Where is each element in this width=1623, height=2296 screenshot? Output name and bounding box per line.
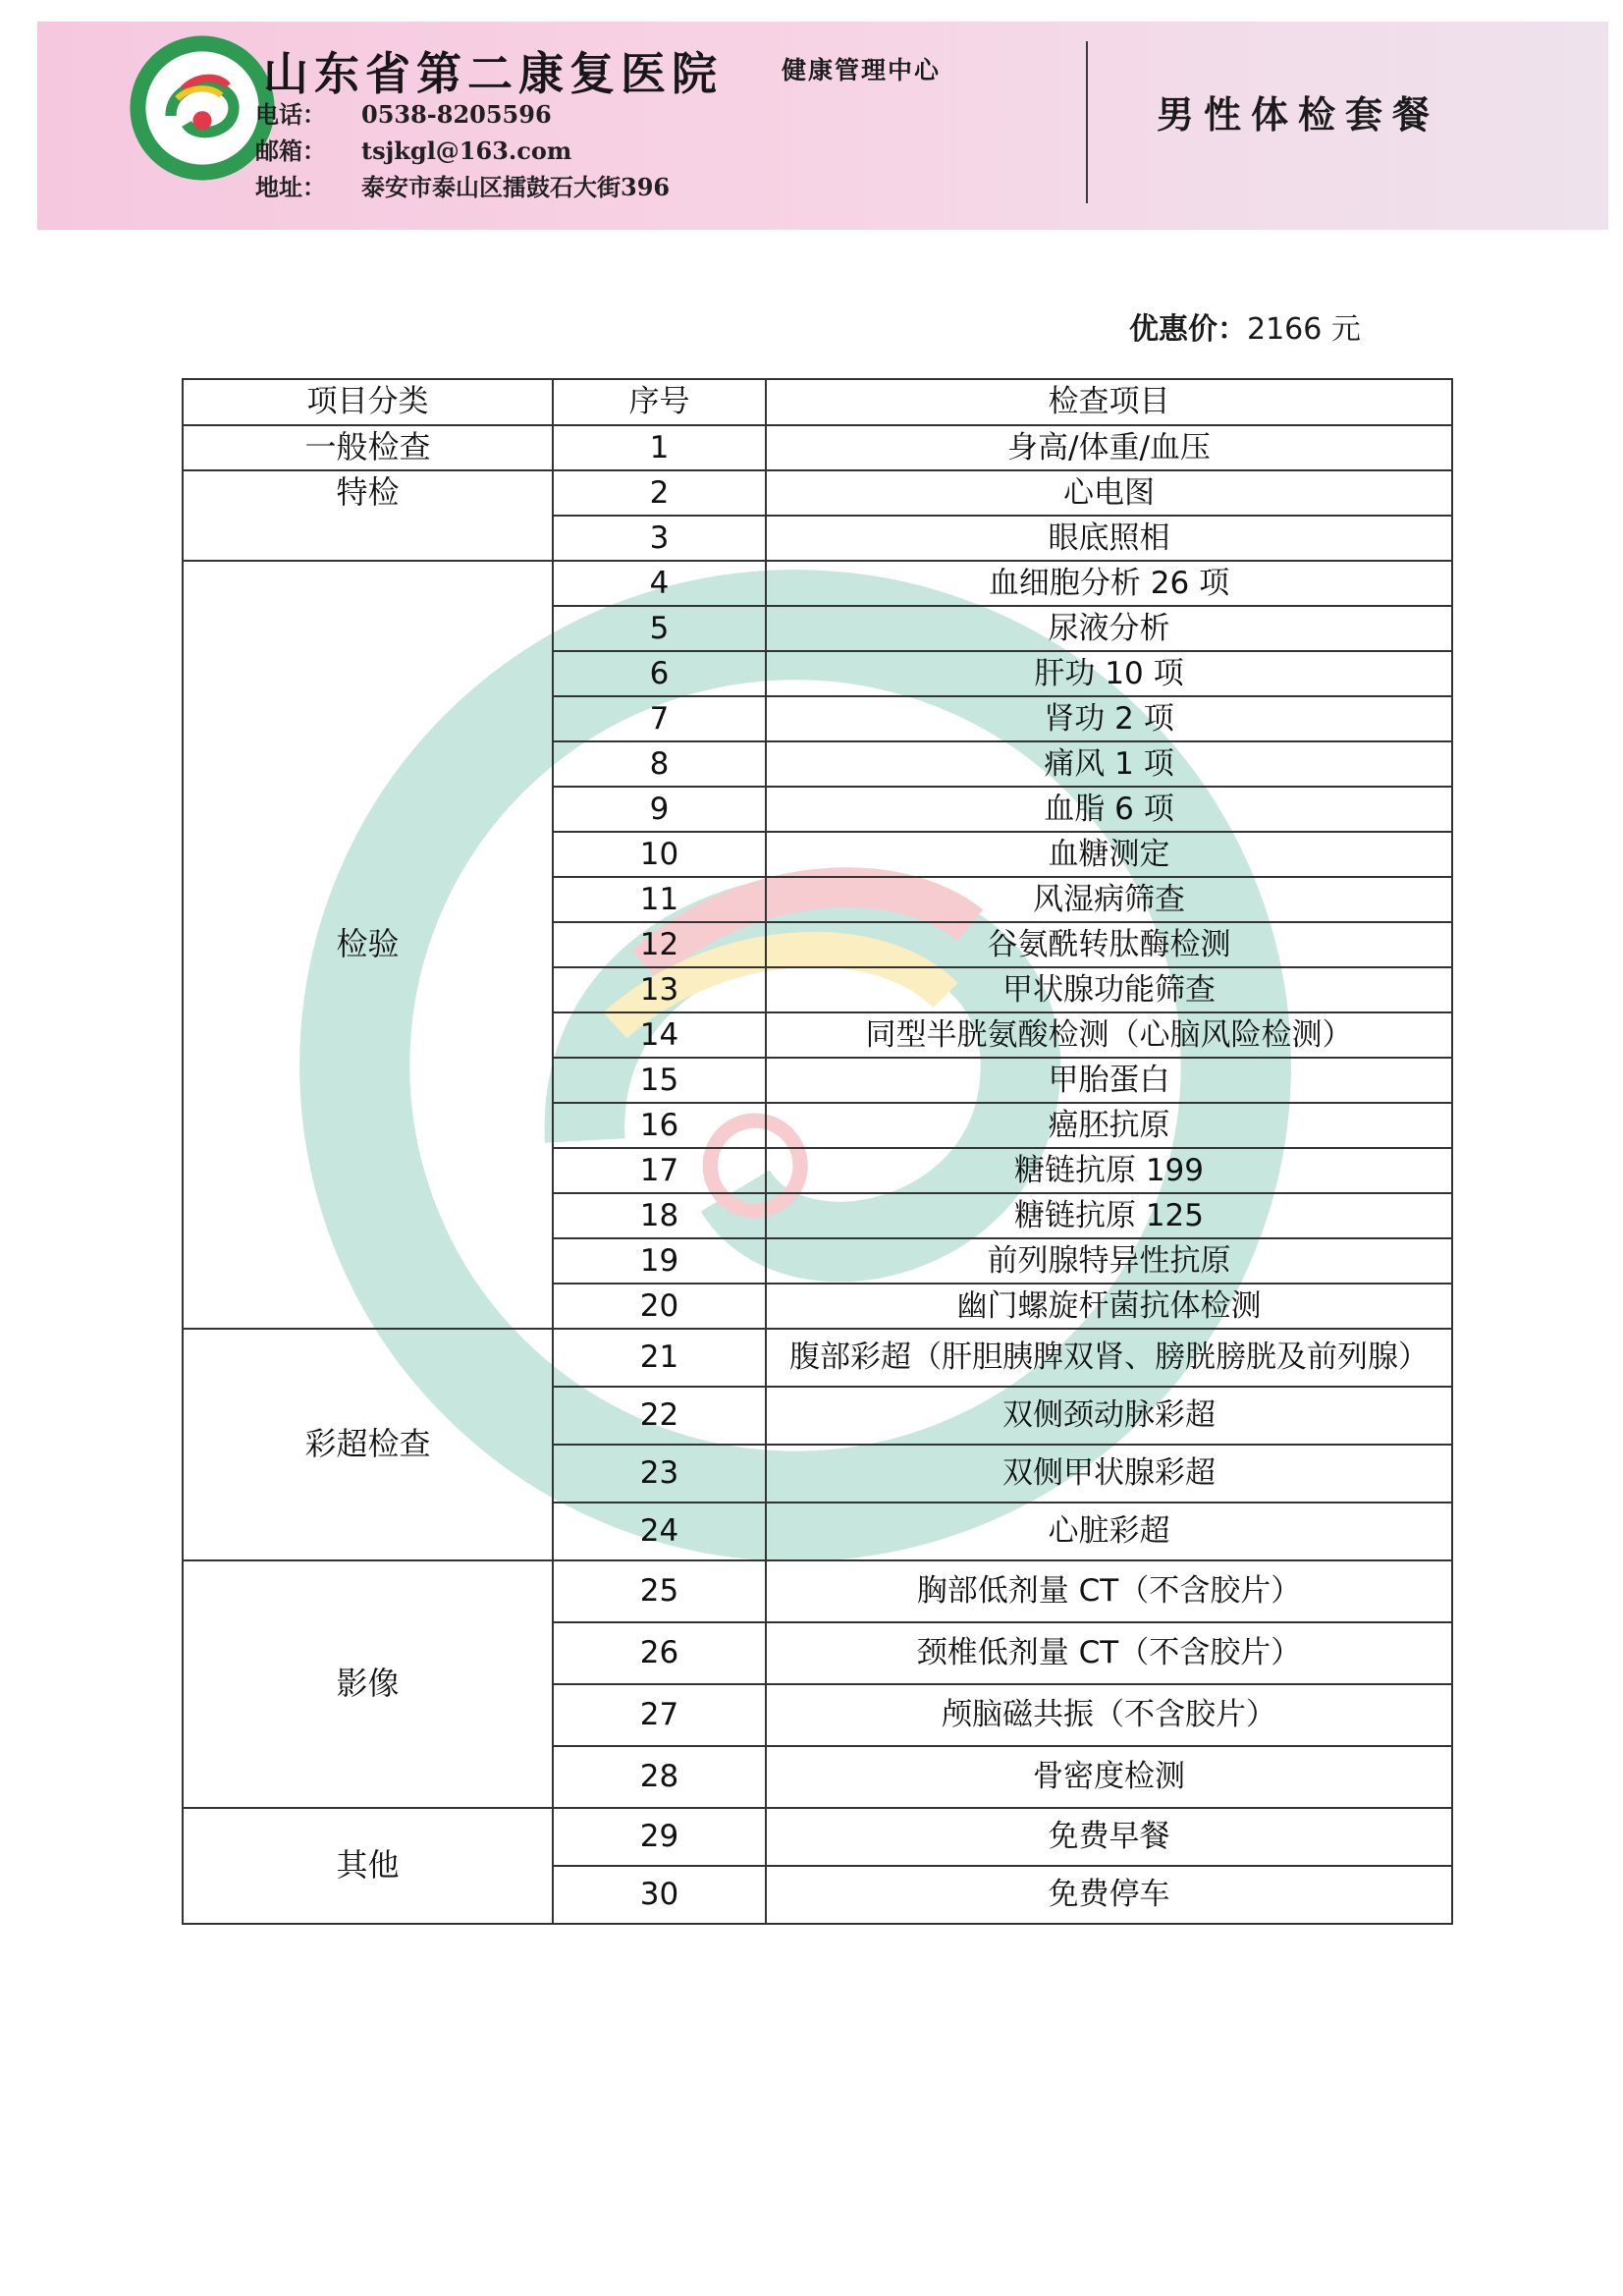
item-cell: 免费停车 <box>766 1866 1452 1924</box>
number-cell: 11 <box>553 877 766 922</box>
item-cell: 骨密度检测 <box>766 1746 1452 1808</box>
number-cell: 26 <box>553 1622 766 1684</box>
header-banner <box>37 22 1608 230</box>
item-cell: 尿液分析 <box>766 606 1452 651</box>
item-cell: 风湿病筛查 <box>766 877 1452 922</box>
item-cell: 腹部彩超（肝胆胰脾双肾、膀胱膀胱及前列腺） <box>766 1329 1452 1387</box>
number-cell: 21 <box>553 1329 766 1387</box>
item-cell: 心脏彩超 <box>766 1503 1452 1560</box>
item-cell: 颅脑磁共振（不含胶片） <box>766 1684 1452 1746</box>
item-cell: 眼底照相 <box>766 516 1452 561</box>
discount-price <box>1129 304 1361 348</box>
number-cell: 30 <box>553 1866 766 1924</box>
price-label: 优惠价： <box>1129 312 1247 347</box>
category-cell: 一般检查 <box>183 425 553 470</box>
item-cell: 血细胞分析 26 项 <box>766 561 1452 606</box>
item-cell: 血脂 6 项 <box>766 787 1452 832</box>
number-cell: 20 <box>553 1284 766 1329</box>
email-label: 邮箱： <box>255 137 326 165</box>
email-line <box>255 132 571 166</box>
table-row <box>183 1560 1452 1622</box>
number-cell: 9 <box>553 787 766 832</box>
number-cell: 22 <box>553 1387 766 1445</box>
address-label: 地址： <box>255 173 326 201</box>
number-cell: 15 <box>553 1058 766 1103</box>
phone-line <box>255 95 552 130</box>
item-cell: 心电图 <box>766 470 1452 516</box>
table-row <box>183 561 1452 606</box>
number-cell: 25 <box>553 1560 766 1622</box>
table-row <box>183 1808 1452 1866</box>
number-cell: 10 <box>553 832 766 877</box>
table-row <box>183 470 1452 516</box>
package-title: 男性体检套餐 <box>1157 93 1440 137</box>
hospital-name: 山东省第二康复医院 <box>263 47 723 100</box>
item-cell: 肝功 10 项 <box>766 651 1452 696</box>
item-cell: 甲胎蛋白 <box>766 1058 1452 1103</box>
table-row <box>183 425 1452 470</box>
category-cell: 其他 <box>183 1808 553 1924</box>
header-number: 序号 <box>553 379 766 425</box>
item-cell: 肾功 2 项 <box>766 696 1452 741</box>
item-cell: 癌胚抗原 <box>766 1103 1452 1148</box>
item-cell: 糖链抗原 125 <box>766 1193 1452 1238</box>
number-cell: 23 <box>553 1445 766 1503</box>
item-cell: 颈椎低剂量 CT（不含胶片） <box>766 1622 1452 1684</box>
street-address: 泰安市泰山区擂鼓石大街396 <box>361 173 671 201</box>
number-cell: 6 <box>553 651 766 696</box>
number-cell: 1 <box>553 425 766 470</box>
item-cell: 前列腺特异性抗原 <box>766 1238 1452 1284</box>
number-cell: 18 <box>553 1193 766 1238</box>
category-cell: 影像 <box>183 1560 553 1808</box>
item-cell: 同型半胱氨酸检测（心脑风险检测） <box>766 1012 1452 1058</box>
category-cell: 特检 <box>183 470 553 561</box>
phone-number: 0538-8205596 <box>361 100 552 129</box>
number-cell: 4 <box>553 561 766 606</box>
table-header-row <box>183 379 1452 425</box>
header-divider <box>1086 41 1088 203</box>
phone-label: 电话： <box>255 100 326 129</box>
number-cell: 7 <box>553 696 766 741</box>
table-row <box>183 1329 1452 1387</box>
number-cell: 27 <box>553 1684 766 1746</box>
number-cell: 3 <box>553 516 766 561</box>
item-cell: 甲状腺功能筛查 <box>766 967 1452 1012</box>
item-cell: 血糖测定 <box>766 832 1452 877</box>
category-cell: 彩超检查 <box>183 1329 553 1560</box>
item-cell: 谷氨酰转肽酶检测 <box>766 922 1452 967</box>
item-cell: 幽门螺旋杆菌抗体检测 <box>766 1284 1452 1329</box>
number-cell: 12 <box>553 922 766 967</box>
item-cell: 糖链抗原 199 <box>766 1148 1452 1193</box>
number-cell: 29 <box>553 1808 766 1866</box>
department-name: 健康管理中心 <box>782 56 942 84</box>
number-cell: 8 <box>553 741 766 787</box>
number-cell: 16 <box>553 1103 766 1148</box>
item-cell: 胸部低剂量 CT（不含胶片） <box>766 1560 1452 1622</box>
number-cell: 28 <box>553 1746 766 1808</box>
header-item: 检查项目 <box>766 379 1452 425</box>
number-cell: 24 <box>553 1503 766 1560</box>
category-cell: 检验 <box>183 561 553 1329</box>
package-table <box>182 378 1453 1925</box>
number-cell: 2 <box>553 470 766 516</box>
item-cell: 身高/体重/血压 <box>766 425 1452 470</box>
item-cell: 双侧颈动脉彩超 <box>766 1387 1452 1445</box>
item-cell: 双侧甲状腺彩超 <box>766 1445 1452 1503</box>
item-cell: 免费早餐 <box>766 1808 1452 1866</box>
number-cell: 17 <box>553 1148 766 1193</box>
price-value: 2166 元 <box>1247 312 1361 347</box>
address-line <box>255 168 670 202</box>
email-address: tsjkgl@163.com <box>361 137 572 165</box>
number-cell: 19 <box>553 1238 766 1284</box>
number-cell: 14 <box>553 1012 766 1058</box>
item-cell: 痛风 1 项 <box>766 741 1452 787</box>
number-cell: 5 <box>553 606 766 651</box>
header-category: 项目分类 <box>183 379 553 425</box>
number-cell: 13 <box>553 967 766 1012</box>
